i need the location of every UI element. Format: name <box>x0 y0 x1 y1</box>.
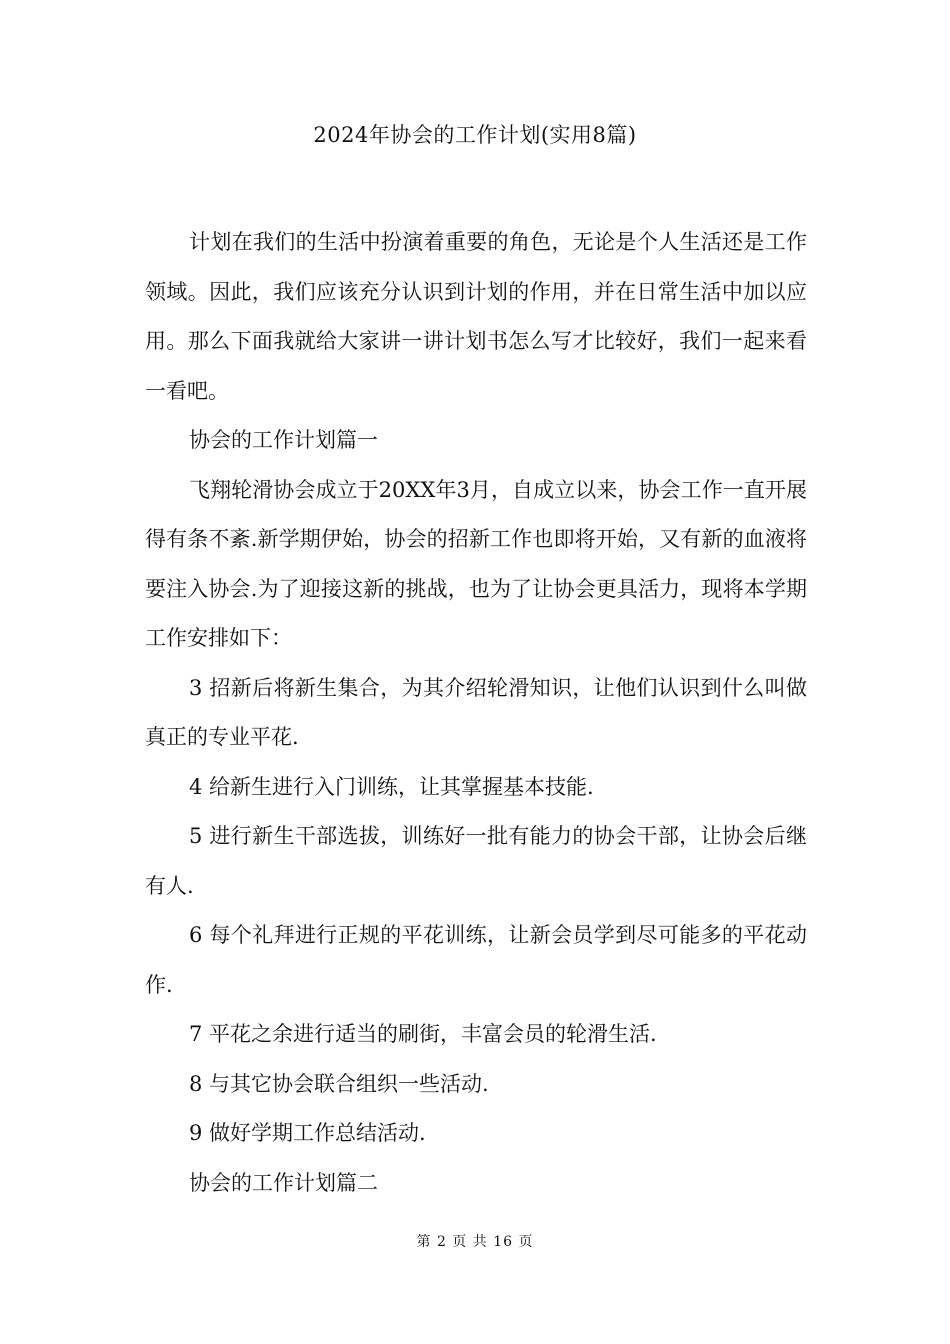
plan-item-7: 7 平花之余进行适当的刷街，丰富会员的轮滑生活. <box>189 1022 657 1046</box>
intro-paragraph: 计划在我们的生活中扮演着重要的角色，无论是个人生活还是工作领域。因此，我们应该充分认识到计划的作用，并在日常生活中加以应用。那么下面我就给大家讲一讲计划书怎么写才比较好，我们一起来看一看吧。 <box>145 230 807 403</box>
plan-item-4: 4 给新生进行入门训练，让其掌握基本技能. <box>189 774 594 799</box>
section-heading-1: 协会的工作计划篇一 <box>189 428 378 452</box>
section-heading-2: 协会的工作计划篇二 <box>189 1170 378 1195</box>
plan-item-9: 9 做好学期工作总结活动. <box>189 1121 426 1145</box>
document-body <box>145 218 807 1208</box>
association-intro-paragraph: 飞翔轮滑协会成立于20XX年3月，自成立以来，协会工作一直开展得有条不紊.新学期伊始，协会的招新工作也即将开始，又有新的血液将要注入协会.为了迎接这新的挑战，也为了让协会更具活力，现将本学期工作安排如下： <box>145 477 807 650</box>
document-title: 2024年协会的工作计划(实用8篇) <box>313 123 637 147</box>
plan-item-6: 6 每个礼拜进行正规的平花训练，让新会员学到尽可能多的平花动作. <box>145 923 807 997</box>
plan-item-3: 3 招新后将新生集合，为其介绍轮滑知识，让他们认识到什么叫做真正的专业平花. <box>145 675 807 749</box>
plan-item-5: 5 进行新生干部选拔，训练好一批有能力的协会干部，让协会后继有人. <box>145 824 807 898</box>
page-number-footer: 第 2 页 共 16 页 <box>416 1234 534 1250</box>
plan-item-8: 8 与其它协会联合组织一些活动. <box>189 1071 489 1096</box>
